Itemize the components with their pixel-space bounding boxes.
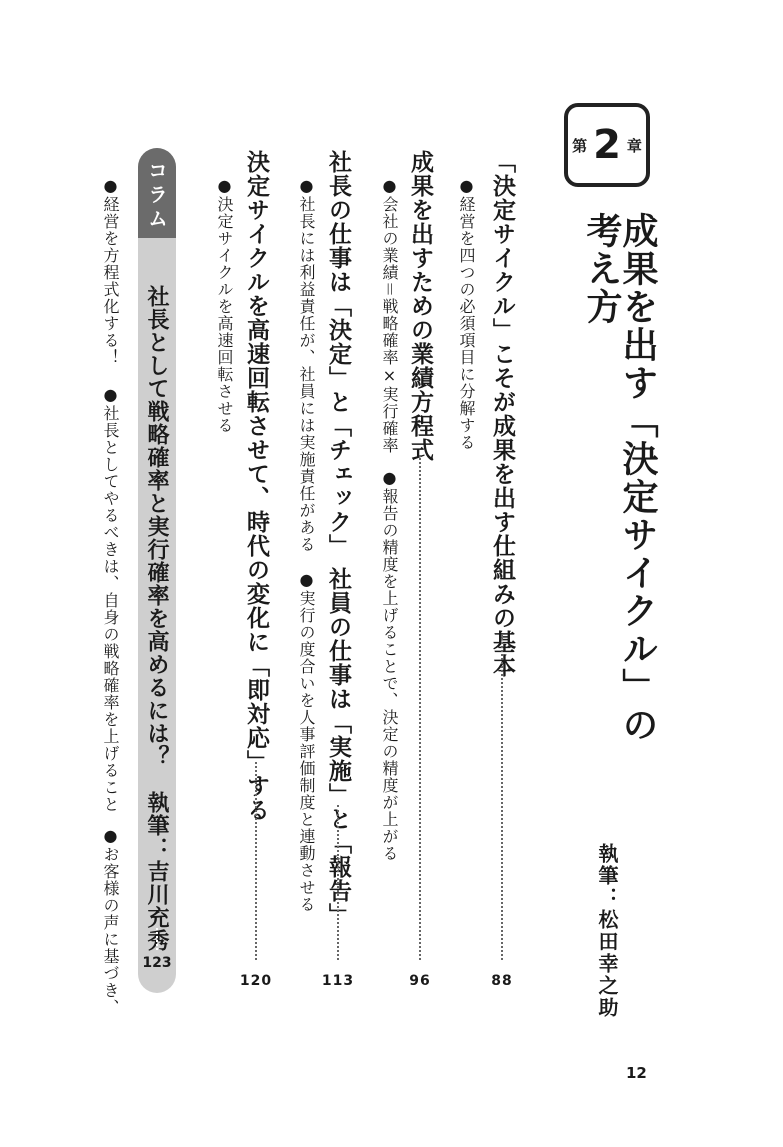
section-1-leader-dots: [501, 635, 503, 960]
page-number: 12: [626, 1064, 647, 1082]
section-4-page[interactable]: 120: [239, 973, 273, 989]
column-bullet-1: ●経営を方程式化する！: [101, 176, 120, 366]
chapter-title: 成果を出す「決定サイクル」の考え方: [581, 212, 658, 744]
column-label: コラム: [144, 160, 169, 232]
section-2-bullet-2: ●報告の精度を上げることで、決定の精度が上がる: [380, 468, 399, 862]
chapter-prefix: 第: [572, 136, 588, 155]
chapter-suffix: 章: [626, 136, 642, 155]
section-4-leader-dots: [255, 762, 257, 960]
section-3-leader-dots: [337, 805, 339, 960]
column-title[interactable]: 社長として戦略確率と実行確率を高めるには？ 執筆：吉川充秀: [144, 285, 169, 952]
column-page[interactable]: 123: [142, 955, 172, 971]
section-3-page[interactable]: 113: [321, 973, 355, 989]
section-2-leader-dots: [419, 455, 421, 960]
chapter-number: 2: [593, 122, 621, 168]
section-title-2[interactable]: 成果を出すための業績方程式: [407, 150, 433, 462]
column-bullet-2: ●社長としてやるべきは、自身の戦略確率を上げること: [101, 385, 120, 813]
section-title-4[interactable]: 決定サイクルを高速回転させて、時代の変化に「即対応」する: [243, 150, 269, 822]
section-title-1[interactable]: 「決定サイクル」こそが成果を出す仕組みの基本: [489, 150, 515, 678]
chapter-author: 執筆：松田幸之助: [595, 843, 619, 1019]
section-1-bullet-1: ●経営を四つの必須項目に分解する: [457, 176, 476, 451]
section-2-bullet-1: ●会社の業績＝戦略確率×実行確率: [380, 176, 399, 455]
column-label-tab: [138, 148, 176, 238]
chapter-badge: [564, 103, 650, 187]
section-4-bullet-1: ●決定サイクルを高速回転させる: [215, 176, 234, 434]
column-bullet-3: ●お客様の声に基づき、: [101, 826, 120, 1016]
column-leader-dots: [156, 928, 158, 950]
section-3-bullet-1: ●社長には利益責任が、社員には実施責任がある: [297, 176, 316, 553]
section-2-page[interactable]: 96: [409, 973, 431, 989]
section-3-bullet-2: ●実行の度合いを人事評価制度と連動させる: [297, 570, 316, 913]
section-1-page[interactable]: 88: [491, 973, 513, 989]
section-title-3[interactable]: 社長の仕事は「決定」と「チェック」 社員の仕事は「実施」と「報告」: [325, 150, 351, 928]
